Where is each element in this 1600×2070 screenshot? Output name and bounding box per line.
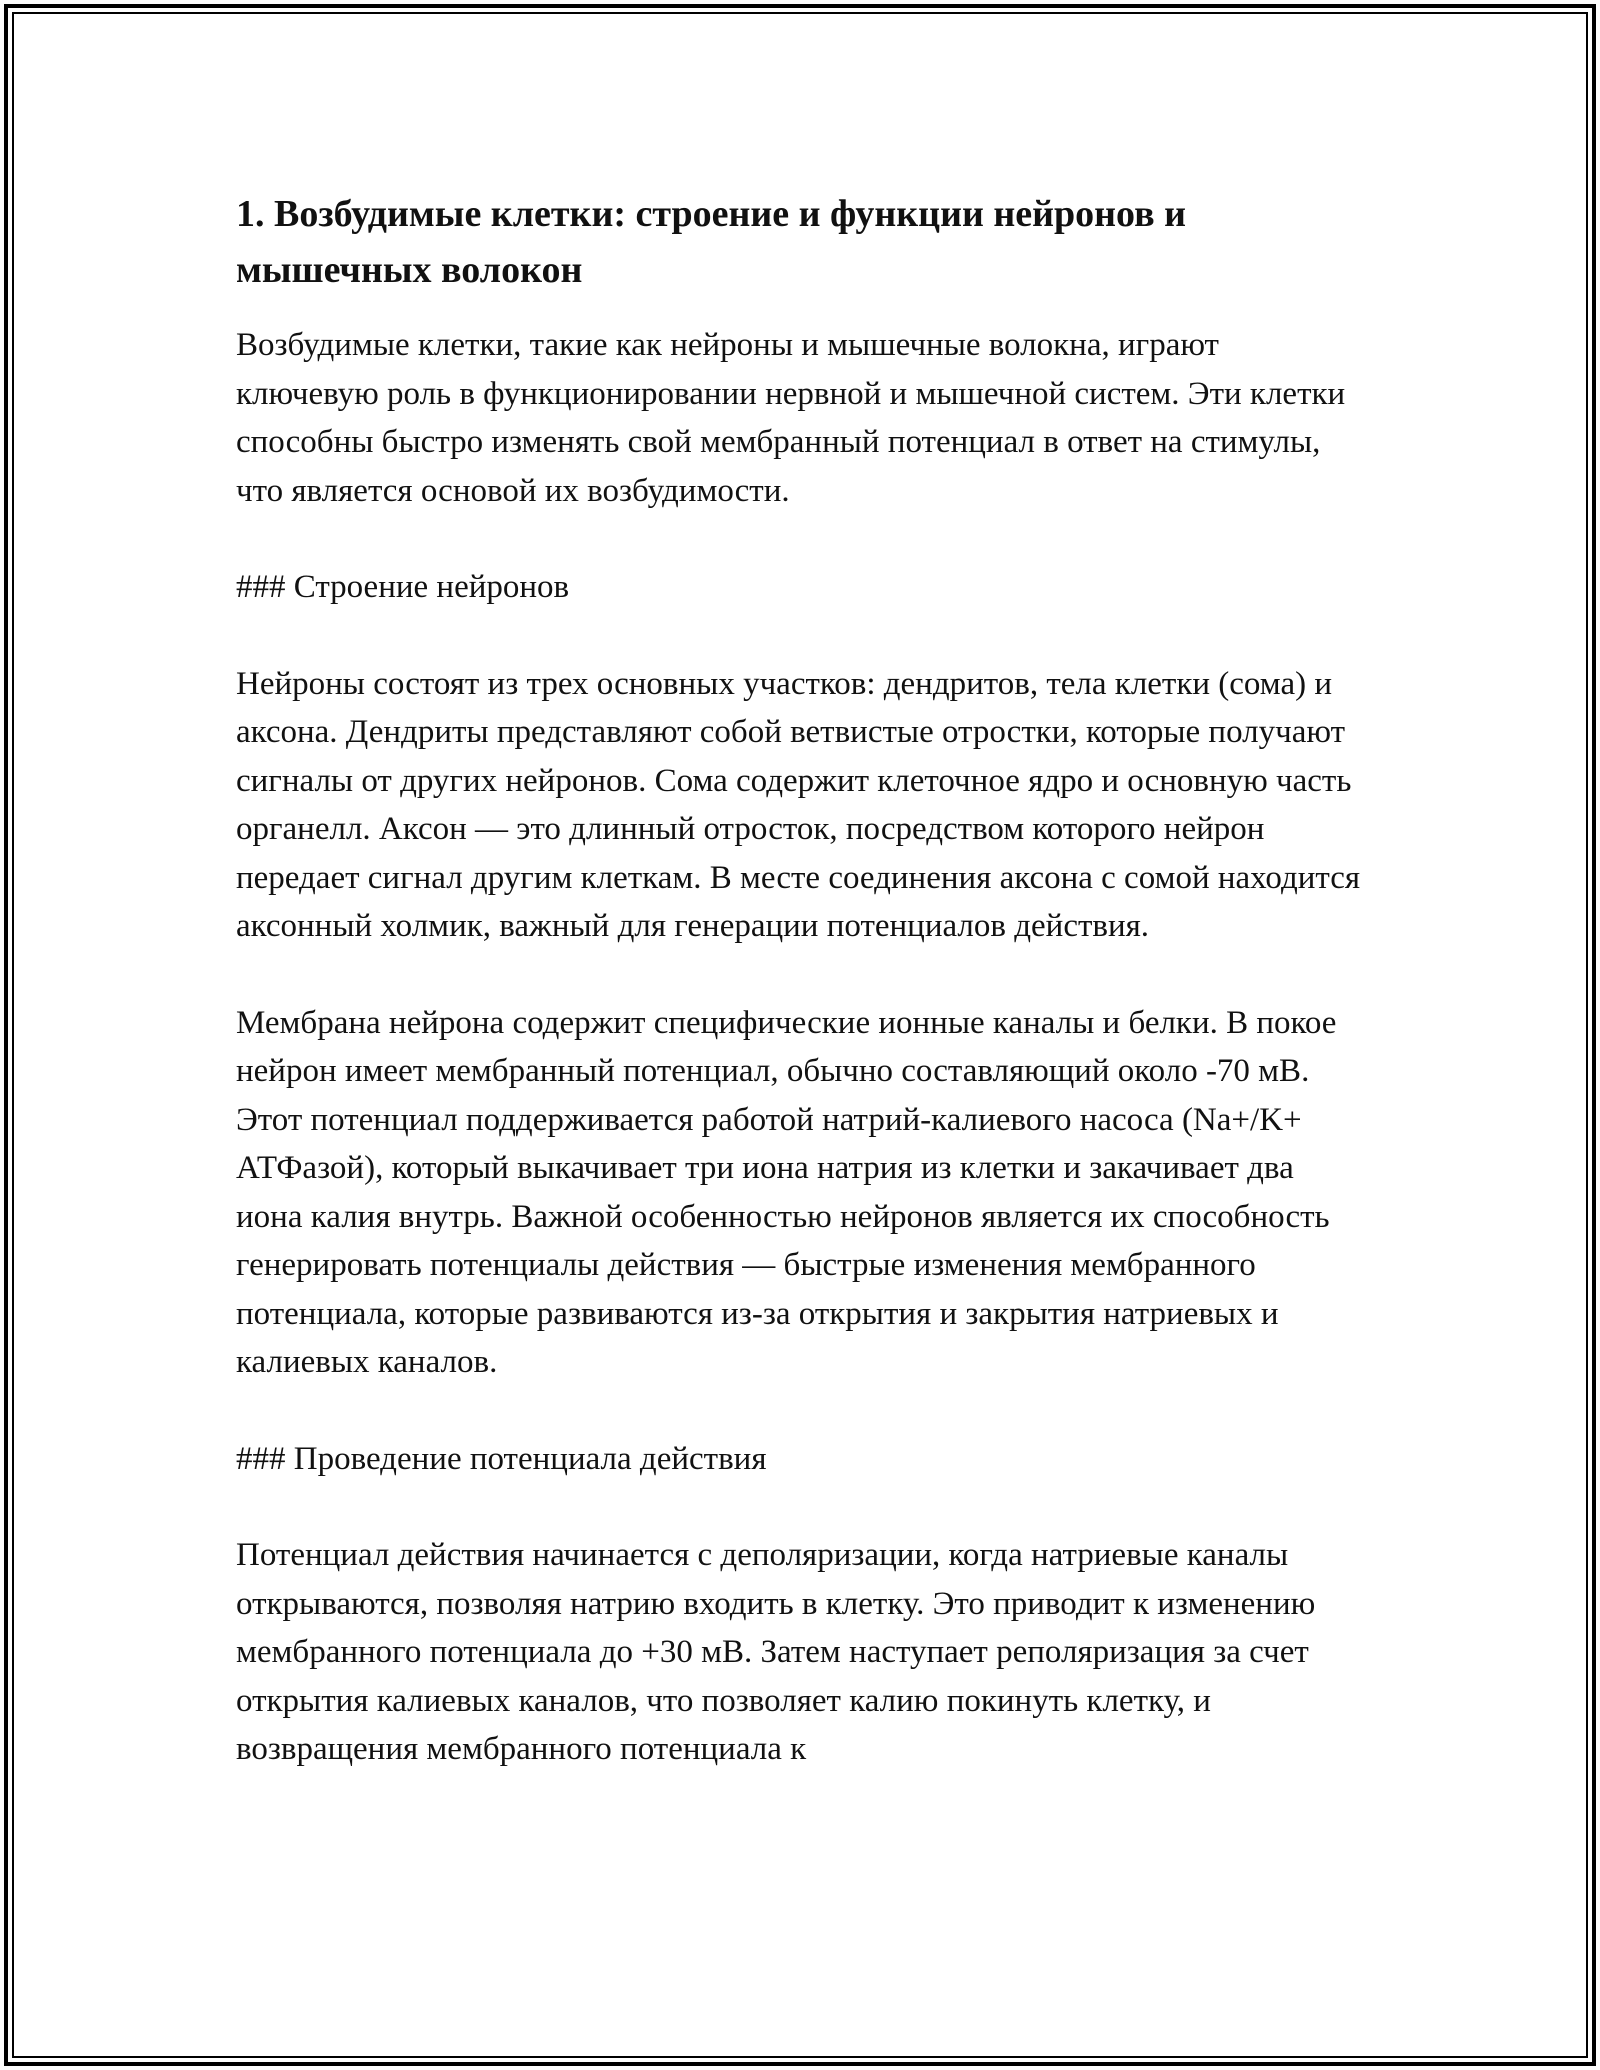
- paragraph-neuron-parts: Нейроны состоят из трех основных участков: дендритов, тела клетки (сома) и аксона. Дендриты представляют собой ветвистые отростки, которые получают сигналы от других нейронов. Сома содержит клеточное ядро и основную часть органелл. Аксон — это длинный отросток, посредством которого нейрон передает сигнал другим клеткам. В месте соединения аксона с сомой находится аксонный холмик, важный для генерации потенциалов действия.: [236, 665, 1361, 944]
- section-heading-action-potential: ### Проведение потенциала действия: [236, 1440, 767, 1477]
- document-title: 1. Возбудимые клетки: строение и функции нейронов и мышечных волокон: [236, 193, 1187, 291]
- section-heading-neuron-structure: ### Строение нейронов: [236, 569, 570, 605]
- intro-paragraph: Возбудимые клетки, такие как нейроны и мышечные волокна, играют ключевую роль в функционировании нервной и мышечной систем. Эти клетки способны быстро изменять свой мембранный потенциал в ответ на стимулы, что является основой их возбудимости.: [236, 327, 1346, 509]
- paragraph-neuron-membrane: Мембрана нейрона содержит специфические ионные каналы и белки. В покое нейрон имеет мембранный потенциал, обычно составляющий около -70 мВ. Этот потенциал поддерживается работой натрий-калиевого насоса (Na+/K+ АТФазой), который выкачивает три иона натрия из клетки и закачивает два иона калия внутрь. Важной особенностью нейронов является их способность генерировать потенциалы действия — быстрые изменения мембранного потенциала, которые развиваются из-за открытия и закрытия натриевых и калиевых каналов.: [236, 1004, 1337, 1380]
- paragraph-action-potential: Потенциал действия начинается с деполяризации, когда натриевые каналы открываются, позволяя натрию входить в клетку. Это приводит к изменению мембранного потенциала до +30 мВ. Затем наступает реполяризация за счет открытия калиевых каналов, что позволяет калию покинуть клетку, и возвращения мембранного потенциала к: [236, 1537, 1316, 1767]
- document-page: [236, 186, 1366, 1822]
